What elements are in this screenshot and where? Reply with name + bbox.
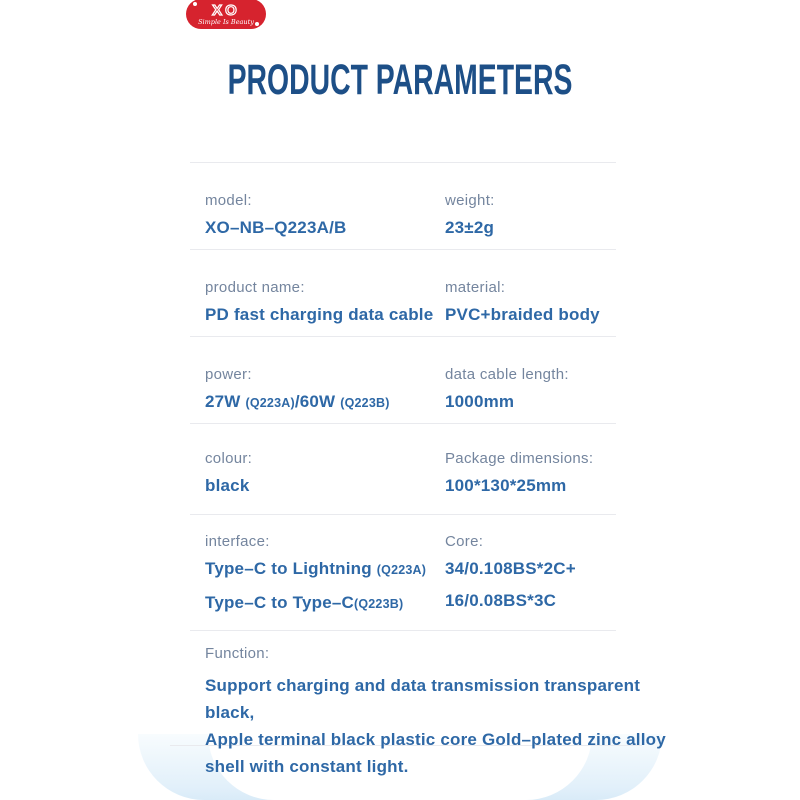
xo-logo-tagline: Simple Is Beauty [198,17,254,26]
spec-material-value: PVC+braided body [445,305,600,324]
function-text [205,672,675,780]
spec-function [205,644,675,780]
spec-function-label: Function: [205,645,270,662]
function-text-line: Support charging and data transmission transparent black, [205,676,641,722]
function-text-line: shell with constant light. [205,757,409,776]
spec-model-label: model: [205,192,252,209]
spec-interface-label: interface: [205,533,270,550]
spec-value-part-small: (Q223B) [340,396,390,410]
spec-product-name-value: PD fast charging data cable [205,305,434,324]
divider [190,630,616,631]
spec-power [205,365,390,415]
spec-interface [205,532,426,616]
spec-data-cable-length-value: 1000mm [445,392,515,411]
spec-material-label: material: [445,279,506,296]
spec-product-name [205,278,433,326]
divider [190,249,616,250]
spec-power-label: power: [205,366,252,383]
spec-value-part-small: (Q223A) [245,396,295,410]
divider [190,336,616,337]
spec-colour-label: colour: [205,450,253,467]
spec-core-value-2: 16/0.08BS*3C [445,591,557,610]
spec-colour [205,449,252,497]
spec-core [445,532,576,612]
function-text-line: Apple terminal black plastic core Gold–plated zinc alloy [205,730,666,749]
spec-package-dimensions [445,449,593,497]
divider [190,423,616,424]
spec-material [445,278,600,326]
spec-data-cable-length-label: data cable length: [445,366,569,383]
spec-core-value-1: 34/0.108BS*2C+ [445,559,576,578]
spec-value-part: 27W [205,392,246,411]
spec-model-value: XO–NB–Q223A/B [205,218,347,237]
divider [190,514,616,515]
spec-model [205,191,347,239]
spec-core-label: Core: [445,533,484,550]
divider [190,162,616,163]
xo-logo-brand: XO [212,1,240,19]
spec-weight-value: 23±2g [445,218,495,237]
spec-interface-value-1 [205,557,426,582]
spec-package-dimensions-value: 100*130*25mm [445,476,567,495]
spec-value-part: Type–C to Lightning [205,559,377,578]
spec-package-dimensions-label: Package dimensions: [445,450,594,467]
spec-value-part: /60W [294,392,341,411]
spec-product-name-label: product name: [205,279,305,296]
page-title: PRODUCT PARAMETERS [227,56,573,104]
spec-power-value [205,390,390,415]
spec-value-part-small: (Q223A) [376,563,427,577]
spec-value-part-small: (Q223B) [354,597,404,611]
spec-data-cable-length [445,365,569,413]
xo-logo [186,0,266,29]
spec-value-part: Type–C to Type–C [205,593,354,612]
spec-weight [445,191,495,239]
spec-colour-value: black [205,476,250,495]
spec-weight-label: weight: [445,192,495,209]
spec-interface-value-2 [205,591,426,616]
